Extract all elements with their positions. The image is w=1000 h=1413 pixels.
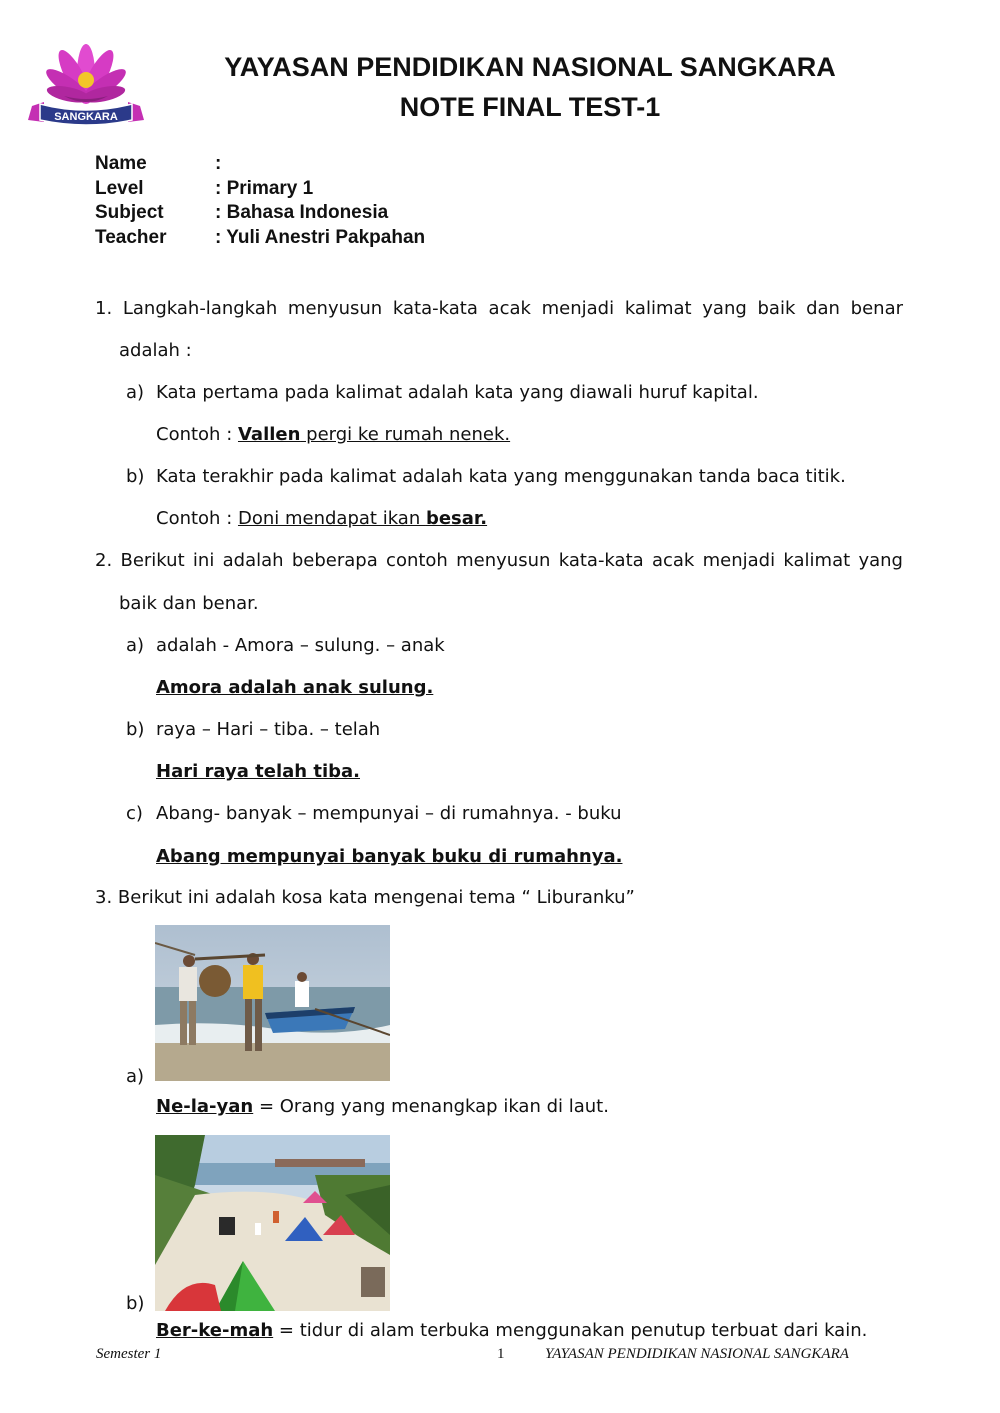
vocab-definition: = tidur di alam terbuka menggunakan penutup terbuat dari kain.: [273, 1320, 868, 1341]
info-row-teacher: [95, 226, 425, 251]
q1-a-example: [156, 424, 510, 446]
q1-line-1: 1. Langkah-langkah menyusun kata-kata acak menjadi kalimat yang baik dan benar: [95, 298, 903, 319]
q3-b-marker: b): [126, 1293, 145, 1314]
example-last-word: besar.: [425, 508, 488, 529]
example-first-word: Vallen: [237, 424, 301, 445]
example-rest: pergi ke rumah nenek.: [300, 424, 511, 445]
info-value: : Bahasa Indonesia: [215, 202, 389, 223]
q3-a-vocab: [156, 1096, 609, 1118]
logo-text: SANGKARA: [54, 111, 118, 123]
footer-page-number: 1: [497, 1346, 505, 1362]
student-info: [95, 152, 425, 250]
lotus-flower-icon: [42, 44, 130, 108]
q3-b-vocab: [156, 1320, 867, 1342]
example-sentence: [238, 508, 487, 529]
info-row-name: [95, 152, 425, 177]
q1-b-example: [156, 508, 487, 530]
info-value: : Yuli Anestri Pakpahan: [215, 226, 426, 248]
q2-line-2: baik dan benar.: [119, 593, 259, 614]
q1-line-2: adalah :: [119, 340, 192, 361]
info-label: Name: [95, 153, 147, 174]
document-title: NOTE FINAL TEST-1: [399, 92, 661, 122]
vocab-word: Ne-la-yan: [156, 1096, 254, 1117]
q1-a-text: Kata pertama pada kalimat adalah kata yang diawali huruf kapital.: [156, 382, 759, 403]
vocab-word: Ber-ke-mah: [156, 1320, 274, 1341]
q2-c-answer: Abang mempunyai banyak buku di rumahnya.: [156, 846, 623, 867]
info-value: : Primary 1: [215, 177, 314, 199]
fishermen-beach-photo: [155, 925, 390, 1081]
vocab-definition: = Orang yang menangkap ikan di laut.: [253, 1096, 609, 1117]
q2-b-answer: Hari raya telah tiba.: [156, 761, 360, 782]
camping-beach-photo: [155, 1135, 390, 1311]
school-title: YAYASAN PENDIDIKAN NASIONAL SANGKARA: [224, 52, 836, 82]
q3-line-1: 3. Berikut ini adalah kosa kata mengenai tema “ Liburanku”: [95, 887, 635, 908]
example-sentence: [238, 424, 510, 445]
q2-line-1: 2. Berikut ini adalah beberapa contoh menyusun kata-kata acak menjadi kalimat yang: [95, 550, 903, 571]
footer-school-name: YAYASAN PENDIDIKAN NASIONAL SANGKARA: [545, 1346, 849, 1362]
info-label: Level: [95, 177, 144, 199]
q3-a-marker: a): [126, 1066, 145, 1087]
example-rest: Doni mendapat ikan: [237, 508, 426, 529]
sangkara-lotus-logo: [26, 36, 146, 128]
q2-b-marker: b): [126, 719, 145, 740]
q2-a-answer: Amora adalah anak sulung.: [156, 677, 434, 698]
example-prefix: Contoh :: [156, 508, 238, 529]
example-prefix: Contoh :: [156, 424, 238, 445]
q2-c-scrambled: Abang- banyak – mempunyai – di rumahnya. - buku: [156, 803, 622, 824]
q2-a-marker: a): [126, 635, 145, 656]
info-value: :: [215, 153, 222, 174]
q2-b-scrambled: raya – Hari – tiba. – telah: [156, 719, 381, 740]
info-label: Subject: [95, 202, 164, 223]
info-label: Teacher: [95, 226, 167, 248]
footer-semester: Semester 1: [96, 1346, 162, 1362]
q2-a-scrambled: adalah - Amora – sulung. – anak: [156, 635, 445, 656]
q1-a-marker: a): [126, 382, 145, 403]
sangkara-banner: [28, 102, 144, 125]
q1-b-marker: b): [126, 466, 145, 487]
q1-b-text: Kata terakhir pada kalimat adalah kata yang menggunakan tanda baca titik.: [156, 466, 846, 487]
info-row-level: [95, 177, 425, 202]
q2-c-marker: c): [126, 803, 143, 824]
info-row-subject: [95, 201, 425, 226]
